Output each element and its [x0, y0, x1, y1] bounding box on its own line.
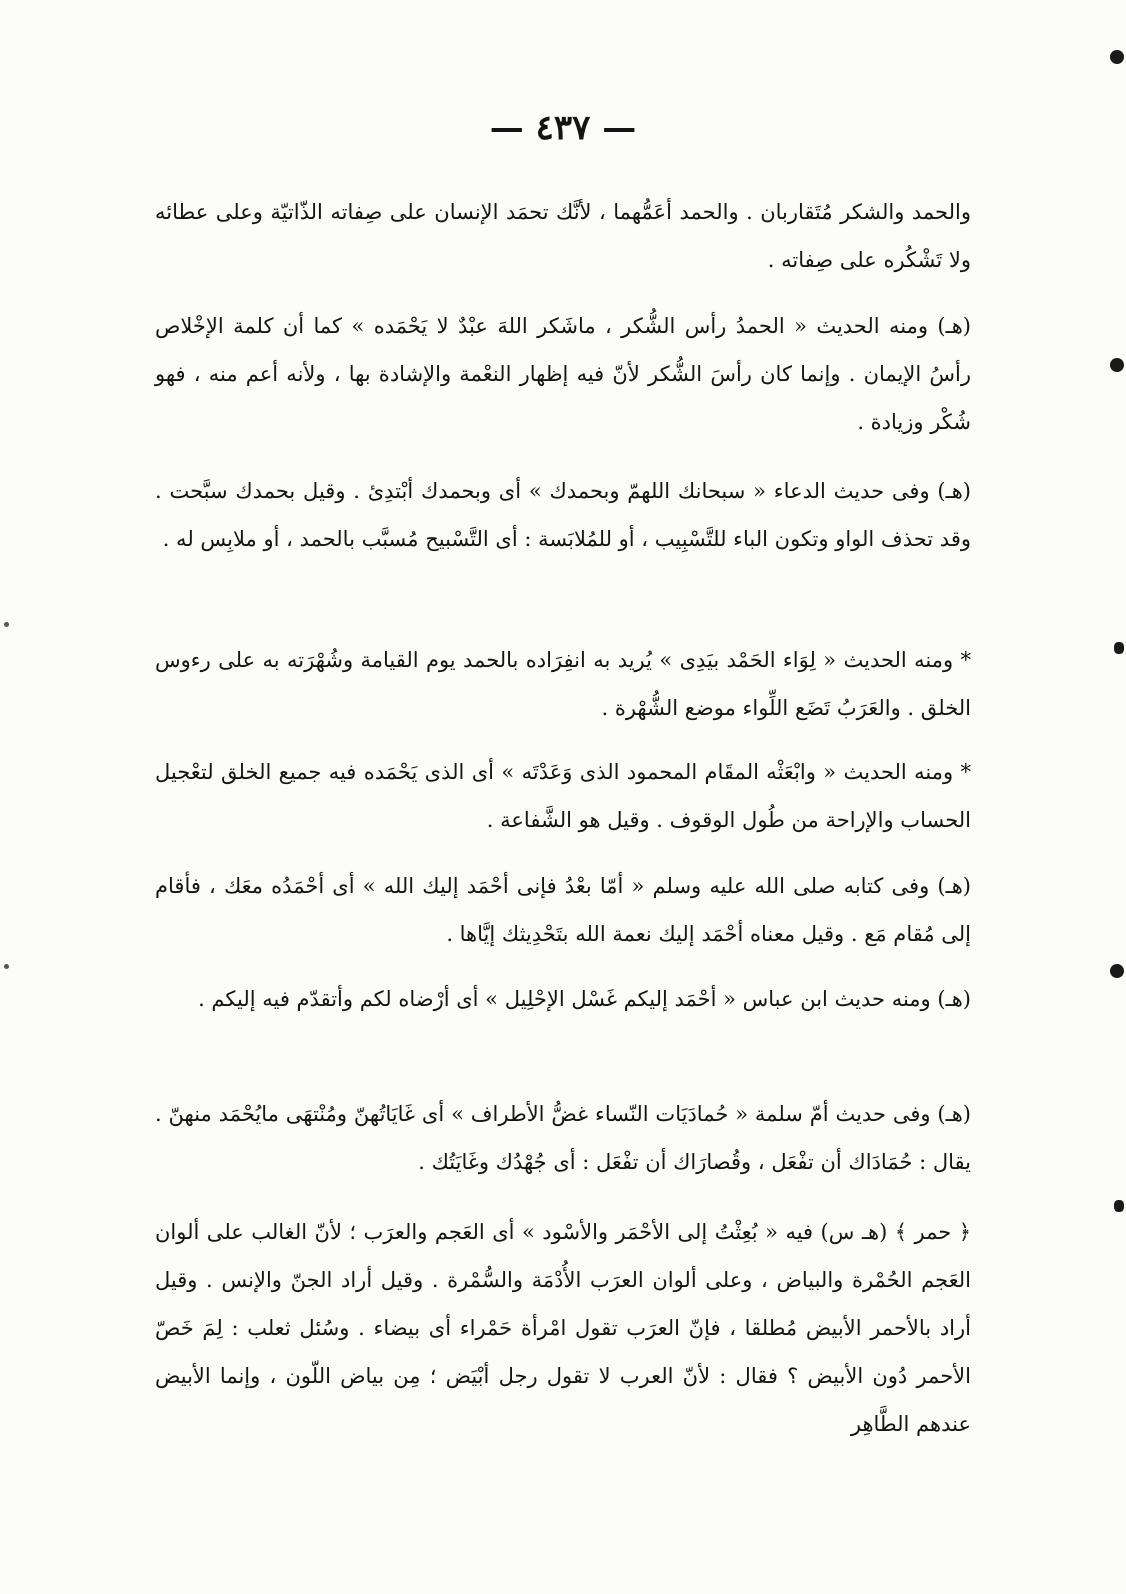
paragraph-text: والحمد والشكر مُتَقاربان . والحمد أعَمُّهما ، لأنَّك تحمَد الإنسان على صِفاته الذّاتيّة وعلى عطائه ولا تَشْكُره على صِفاته . [155, 200, 971, 272]
paragraph-text: (هـ) وفى حديث الدعاء « سبحانك اللهمّ وبحمدك » أى وبحمدك أبْتدِئ . وقيل بحمدك سبَّحت . وقد تحذف الواو وتكون الباء للتَّسْبِيب ، أو للمُلابَسة : أى التَّسْبيح مُسبَّب بالحمد ، أو ملابِس له . [155, 479, 971, 551]
binding-hole-mark [1114, 1200, 1124, 1212]
paragraph-text: (هـ) وفى كتابه صلى الله عليه وسلم « أمّا بعْدُ فإنى أحْمَد إليك الله » أى أحْمَدُه معَك ، فأقام إلى مُقام مَع . وقيل معناه أحْمَد إليك نعمة الله بتَحْدِيثك إيَّاها . [155, 874, 971, 946]
paragraph-7 [155, 975, 971, 1023]
paragraph-6 [155, 862, 971, 958]
paragraph-4 [155, 636, 971, 732]
paragraph-text: (هـ) وفى حديث أمّ سلمة « حُمادَيَات النّساء غضُّ الأطراف » أى غَايَاتُهنّ ومُنْتهَى مايُحْمَد منهنّ . يقال : حُمَادَاك أن تفْعَل ، وقُصارَاك أن تفْعَل : أى جُهْدُك وغَايَتُك . [155, 1102, 971, 1174]
paragraph-text: (هـ) ومنه حديث ابن عباس « أحْمَد إليكم غَسْل الإحْلِيل » أى أرْضاه لكم وأتقدّم فيه إليكم . [198, 987, 971, 1011]
binding-hole-mark [1110, 50, 1124, 64]
page-number: — ٤٣٧ — [489, 108, 637, 148]
paragraph-3 [155, 467, 971, 563]
binding-hole-mark [1110, 358, 1124, 372]
paragraph-5 [155, 748, 971, 844]
binding-hole-mark [1110, 964, 1124, 978]
scan-speck [4, 622, 9, 627]
paragraph-text: (هـ) ومنه الحديث « الحمدُ رأس الشُّكر ، ماشَكر اللهَ عبْدٌ لا يَحْمَده » كما أن كلمة الإخْلاص رأسُ الإيمان . وإنما كان رأسَ الشُّكر لأنّ فيه إظهار النعْمة والإشادة بها ، ولأنه أعم منه ، فهو شُكْر وزيادة . [155, 314, 971, 434]
paragraph-2 [155, 302, 971, 446]
paragraph-text: * ومنه الحديث « لِوَاء الحَمْد بيَدِى » يُريد به انفِرَاده بالحمد يوم القيامة وشُهْرَته به على رءوس الخلق . والعَرَبُ تَضَع اللِّواء موضع الشُّهْرة . [155, 648, 971, 720]
paragraph-text: * ومنه الحديث « وابْعَثْه المقَام المحمود الذى وَعَدْتَه » أى الذى يَحْمَده فيه جميع الخلق لتعْجيل الحساب والإراحة من طُول الوقوف . وقيل هو الشَّفاعة . [155, 760, 971, 832]
scan-speck [4, 964, 9, 969]
paragraph-text: ﴿ حمر ﴾ (هـ س) فيه « بُعِثْتُ إلى الأحْمَر والأسْود » أى العَجم والعرَب ؛ لأنّ الغالب على ألوان العَجم الحُمْرة والبياض ، وعلى ألوان العرَب الأُدْمَة والسُّمْرة . وقيل أراد الجنّ والإنس . وقيل أراد بالأحمر الأبيض مُطلقا ، فإنّ العرَب تقول امْرأة حَمْراء أى بيضاء . وسُئل ثعلب : لِمَ خَصّ الأحمر دُون الأبيض ؟ فقال : لأنّ العرب لا تقول رجل أبْيَض ؛ مِن بياض اللّون ، وإنما الأبيض عندهم الطَّاهِر [155, 1220, 971, 1436]
paragraph-9 [155, 1208, 971, 1448]
binding-hole-mark [1114, 642, 1124, 654]
paragraph-1 [155, 188, 971, 284]
paragraph-8 [155, 1090, 971, 1186]
